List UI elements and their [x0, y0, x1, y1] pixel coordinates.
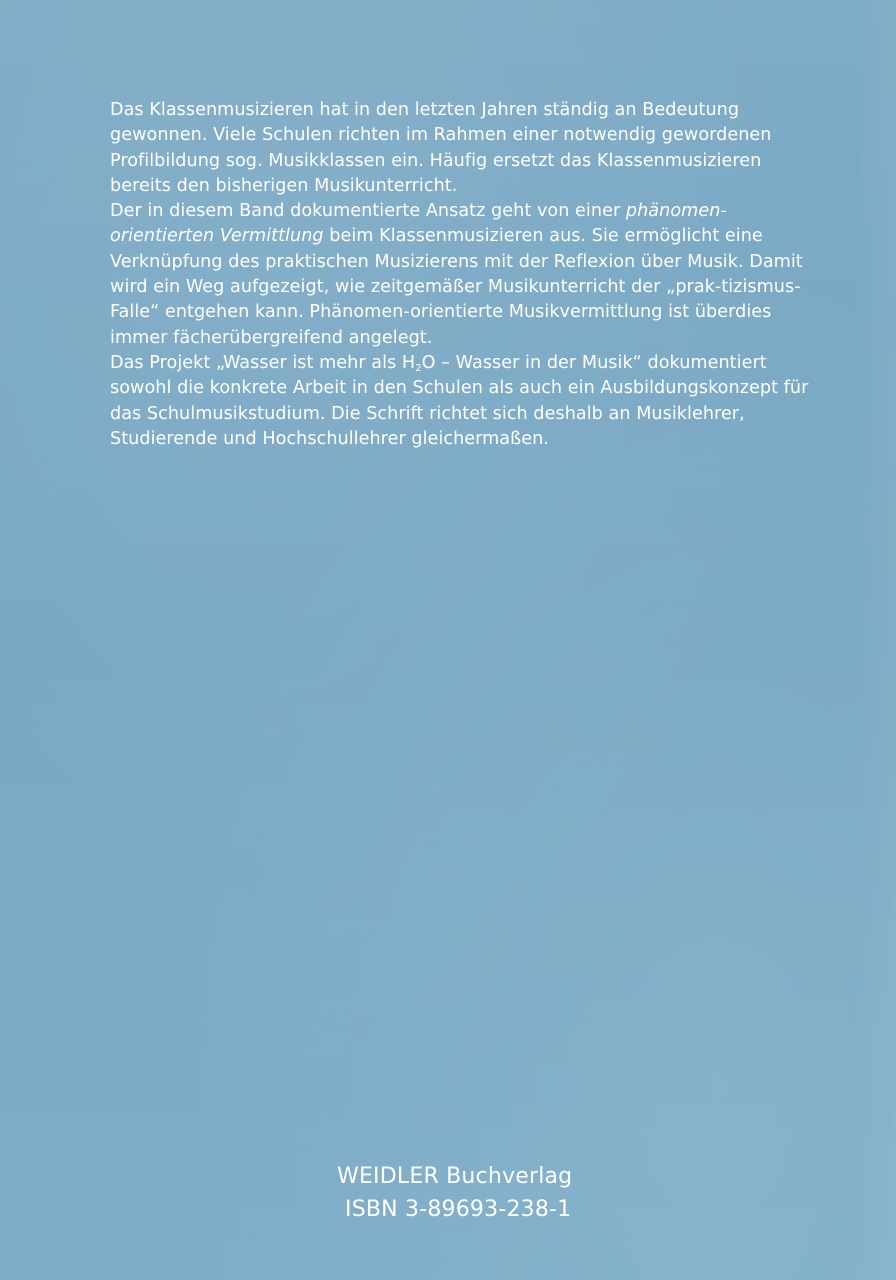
blurb-paragraph-2-start: Der in diesem Band dokumentierte Ansatz geht von einer: [110, 201, 626, 222]
blurb-paragraph-2: [110, 199, 822, 351]
blurb-paragraph-3-start: Das Projekt „Wasser ist mehr als H: [110, 352, 416, 373]
blurb-paragraph-3: [110, 351, 822, 452]
blurb-paragraph-2-emphasis: phänomen-orientierten Vermittlung: [110, 201, 727, 247]
blurb-paragraph-3-end: O – Wasser in der Musik“ dokumentiert sowohl die konkrete Arbeit in den Schulen als auch ein Ausbildungskonzept für das Schulmusikstudium. Die Schrift richtet sich deshalb an Musiklehrer, Studierende und Hochschullehrer gleichermaßen.: [110, 352, 809, 449]
cover-edge-shade: [856, 0, 896, 1280]
blurb-paragraph-2-end: beim Klassenmusizieren aus. Sie ermöglicht eine Verknüpfung des praktischen Musizierens mit der Reflexion über Musik. Damit wird ein Weg aufgezeigt, wie zeitgemäßer Musikunterricht der „prak-tizismus-Falle“ entgehen kann. Phänomen-orientierte Musikvermittlung ist überdies immer fächerübergreifend angelegt.: [110, 226, 803, 348]
blurb-paragraph-3-subscript: 2: [415, 362, 422, 374]
blurb-text: [110, 98, 822, 452]
publisher-name: WEIDLER Buchverlag: [337, 1164, 573, 1189]
isbn-number: ISBN 3-89693-238-1: [345, 1197, 572, 1222]
blurb-paragraph-1-text: Das Klassenmusizieren hat in den letzten Jahren ständig an Bedeutung gewonnen. Viele Schulen richten im Rahmen einer notwendig gewordenen Profilbildung sog. Musikklassen ein. Häufig ersetzt das Klassenmusizieren bereits den bisherigen Musikunterricht.: [110, 100, 772, 196]
publisher-imprint: [337, 1160, 637, 1226]
blurb-paragraph-1: [110, 98, 822, 199]
